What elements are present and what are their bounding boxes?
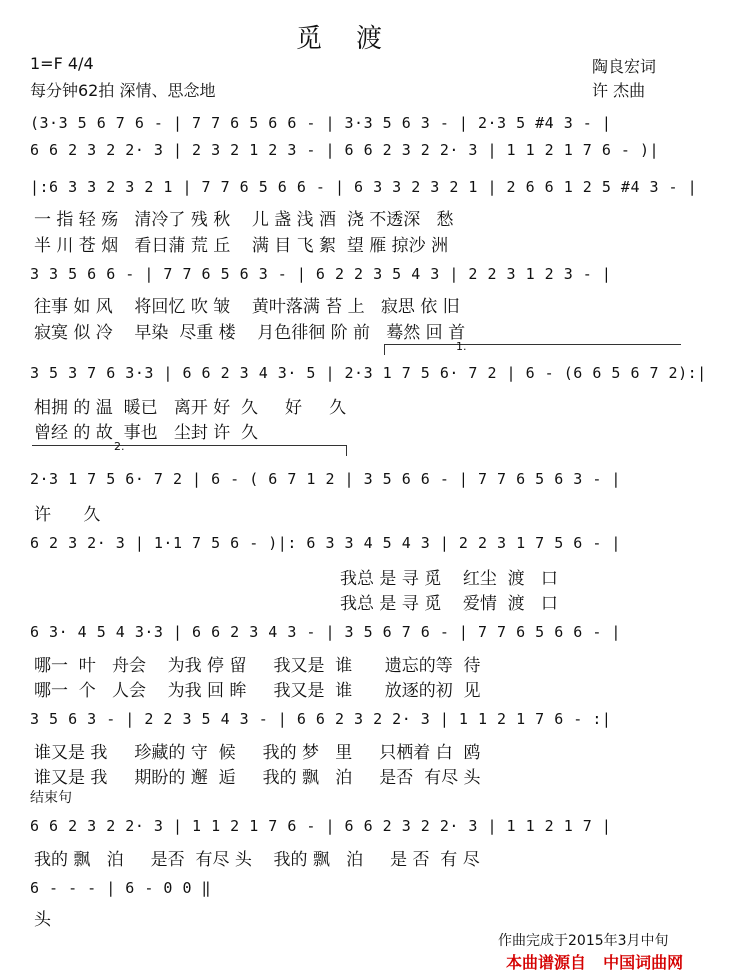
lyric-line: 寂寞 似 冷 早染 尽重 楼 月色徘徊 阶 前 蓦然 回 首 xyxy=(34,323,466,342)
volta-number-1: 1. xyxy=(456,340,467,353)
lyric-line: 谁又是 我 期盼的 邂 逅 我的 飘 泊 是否 有尽 头 xyxy=(34,768,481,787)
notation-row: (3·3 5 6 7 6 - | 7 7 6 5 6 6 - | 3·3 5 6 3 - | 2·3 5 #4 3 - | xyxy=(30,114,612,132)
notation-row: 3 5 6 3 - | 2 2 3 5 4 3 - | 6 6 2 3 2 2· 3 | 1 1 2 1 7 6 - :| xyxy=(30,710,612,728)
notation-row: 6 2 3 2· 3 | 1·1 7 5 6 - )|: 6 3 3 4 5 4 3 | 2 2 3 1 7 5 6 - | xyxy=(30,534,621,552)
lyric-line: 相拥 的 温 暖已 离开 好 久 好 久 xyxy=(34,398,347,417)
lyric-line: 半 川 苍 烟 看日蒲 荒 丘 满 目 飞 絮 望 雁 掠沙 洲 xyxy=(34,236,449,255)
notation-row: 6 6 2 3 2 2· 3 | 2 3 2 1 2 3 - | 6 6 2 3 2 2· 3 | 1 1 2 1 7 6 - )| xyxy=(30,141,660,159)
volta-number-2: 2. xyxy=(114,440,125,453)
lyric-line: 哪一 个 人会 为我 回 眸 我又是 谁 放逐的初 见 xyxy=(34,681,481,700)
source-footer xyxy=(506,950,683,973)
notation-row: 3 5 3 7 6 3·3 | 6 6 2 3 4 3· 5 | 2·3 1 7 5 6· 7 2 | 6 - (6 6 5 6 7 2):| xyxy=(30,364,707,382)
notation-row: 6 6 2 3 2 2· 3 | 1 1 2 1 7 6 - | 6 6 2 3 2 2· 3 | 1 1 2 1 7 | xyxy=(30,817,612,835)
lyric-line: 一 指 轻 殇 清冷了 残 秋 儿 盏 浅 酒 浇 不透深 愁 xyxy=(34,210,454,229)
notation-row: |:6 3 3 2 3 2 1 | 7 7 6 5 6 6 - | 6 3 3 2 3 2 1 | 2 6 6 1 2 5 #4 3 - | xyxy=(30,178,698,196)
lyric-line: 许 久 xyxy=(34,505,101,524)
lyric-line: 往事 如 风 将回忆 吹 皱 黄叶落满 苔 上 寂思 依 旧 xyxy=(34,297,460,316)
notation-row: 2·3 1 7 5 6· 7 2 | 6 - ( 6 7 1 2 | 3 5 6 6 - | 7 7 6 5 6 3 - | xyxy=(30,470,621,488)
volta-bracket-2 xyxy=(32,445,347,456)
site-name-link[interactable]: 中国词曲网 xyxy=(603,953,684,972)
volta-bracket-1 xyxy=(384,344,681,355)
completion-note: 作曲完成于2015年3月中旬 xyxy=(498,933,669,949)
notation-row: 3 3 5 6 6 - | 7 7 6 5 6 3 - | 6 2 2 3 5 4 3 | 2 2 3 1 2 3 - | xyxy=(30,265,612,283)
notation-row: 6 3· 4 5 4 3·3 | 6 6 2 3 4 3 - | 3 5 6 7 6 - | 7 7 6 5 6 6 - | xyxy=(30,623,621,641)
tempo-mood: 每分钟62拍 深情、思念地 xyxy=(30,81,216,100)
lyric-line: 我总 是 寻 觅 红尘 渡 口 xyxy=(340,569,558,588)
lyric-line: 我的 飘 泊 是否 有尽 头 我的 飘 泊 是 否 有 尽 xyxy=(34,850,480,869)
composer-credit: 许 杰曲 xyxy=(592,81,646,100)
lyric-line: 我总 是 寻 觅 爱情 渡 口 xyxy=(340,594,558,613)
lyric-line: 哪一 叶 舟会 为我 停 留 我又是 谁 遗忘的等 待 xyxy=(34,656,481,675)
notation-row: 6 - - - | 6 - 0 0 ‖ xyxy=(30,879,212,897)
ending-label: 结束句 xyxy=(30,790,72,806)
lyricist-credit: 陶良宏词 xyxy=(592,57,657,76)
lyric-line: 曾经 的 故 事也 尘封 许 久 xyxy=(34,423,259,442)
lyric-line: 头 xyxy=(34,910,51,929)
source-label: 本曲谱源自 xyxy=(506,953,587,972)
key-meter: 1=F 4/4 xyxy=(30,54,94,73)
song-title: 觅渡 xyxy=(296,24,417,54)
lyric-line: 谁又是 我 珍藏的 守 候 我的 梦 里 只栖着 白 鸥 xyxy=(34,743,481,762)
